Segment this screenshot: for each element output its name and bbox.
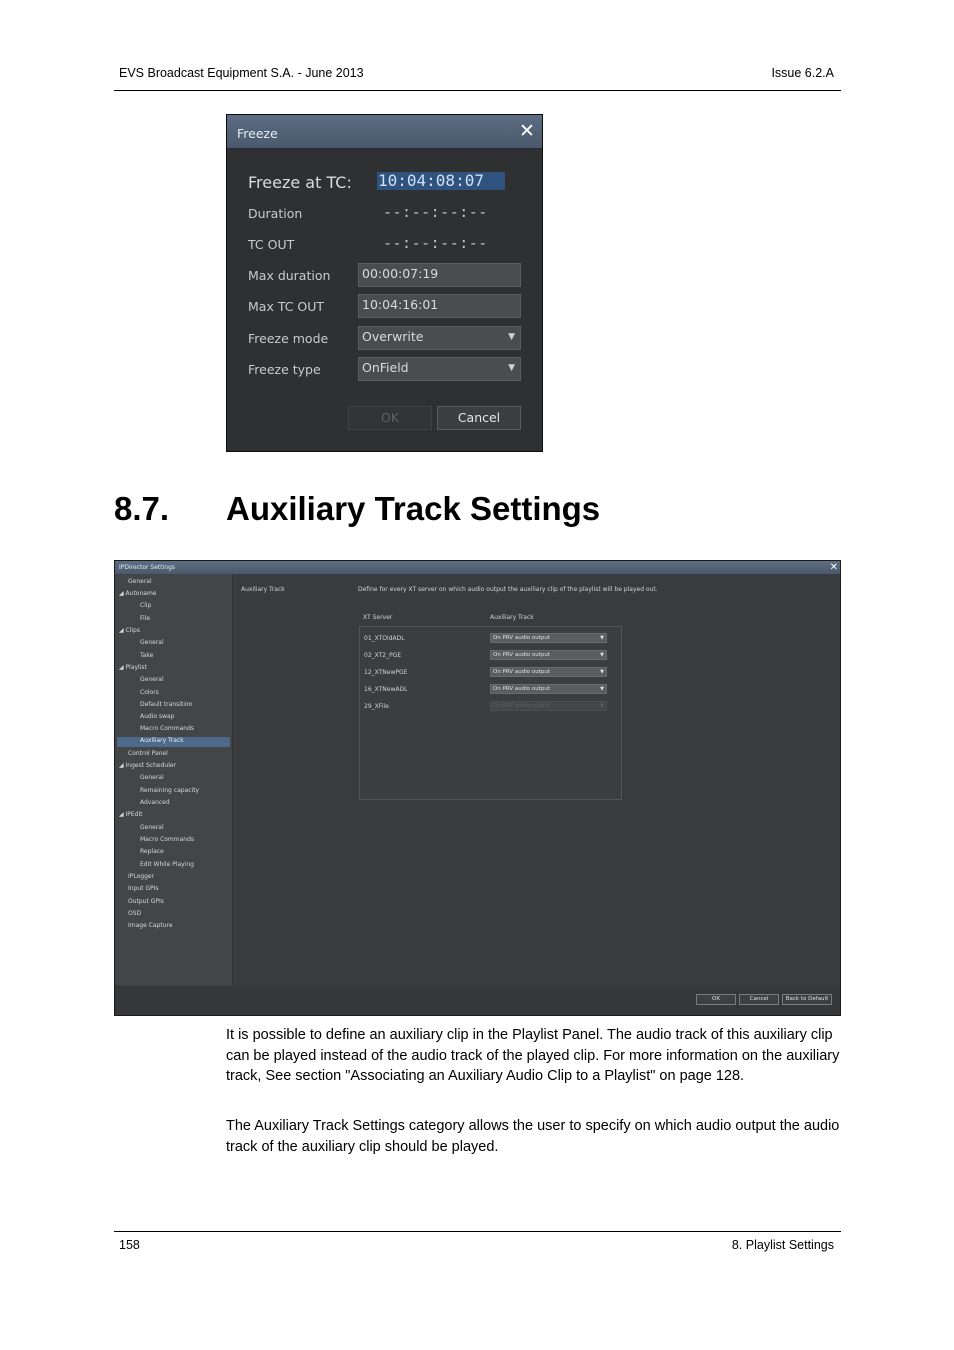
settings-window-title: IPDirector Settings (119, 564, 176, 571)
max-tc-out-field (358, 294, 521, 318)
section-title: Auxiliary Track Settings (226, 490, 601, 527)
tree-item[interactable]: General (140, 824, 164, 831)
cancel-button[interactable]: Cancel (437, 406, 521, 430)
auxiliary-track-select-disabled: On PRV audio output ▼ (490, 701, 607, 711)
settings-window-titlebar (115, 561, 840, 574)
page-footer (119, 1238, 834, 1252)
duration-label: Duration (248, 206, 303, 221)
section-number: 8.7. (114, 490, 170, 527)
back-to-default-button[interactable]: Back to Default (782, 994, 832, 1005)
header-divider (114, 90, 841, 91)
expand-icon: ◢ (119, 811, 126, 818)
freeze-mode-label: Freeze mode (248, 331, 329, 346)
auxiliary-track-select[interactable]: On PRV audio output ▼ (490, 650, 607, 660)
tree-item[interactable]: Edit While Playing (140, 861, 194, 868)
close-icon[interactable]: ✕ (519, 120, 535, 142)
tc-out-label: TC OUT (248, 237, 295, 252)
server-name: 29_XFile (364, 703, 389, 710)
freeze-at-tc-input[interactable]: 10:04:08:07 (377, 172, 505, 190)
tc-out-value: --:--:--:-- (383, 234, 488, 252)
auxiliary-track-select[interactable]: On PRV audio output ▼ (490, 633, 607, 643)
settings-window (114, 560, 841, 1016)
tree-item[interactable]: ◢ Clips (119, 627, 140, 634)
duration-value: --:--:--:-- (383, 203, 488, 221)
auxiliary-track-select[interactable]: On PRV audio output ▼ (490, 684, 607, 694)
tree-item[interactable]: ◢ Autoname (119, 590, 157, 597)
tree-item[interactable]: Macro Commands (140, 725, 195, 732)
tree-item[interactable]: Clip (140, 602, 152, 609)
column-header-track: Auxiliary Track (490, 614, 534, 621)
expand-icon: ◢ (119, 590, 126, 597)
freeze-type-select[interactable] (358, 357, 521, 381)
tree-item-auxiliary-track[interactable]: Auxiliary Track (117, 737, 230, 747)
max-duration-value: 00:00:07:19 (362, 266, 439, 281)
server-name: 12_XTNewPGE (364, 669, 408, 676)
settings-panel (234, 574, 840, 985)
tree-item[interactable]: Control Panel (128, 750, 168, 757)
settings-tree (115, 574, 233, 985)
freeze-type-label: Freeze type (248, 362, 321, 377)
tree-item[interactable]: General (140, 774, 164, 781)
column-header-server: XT Server (363, 614, 393, 621)
tree-item[interactable]: Remaining capacity (140, 787, 200, 794)
cancel-button[interactable]: Cancel (739, 994, 779, 1005)
tree-item[interactable]: Audio swap (140, 713, 175, 720)
tree-item[interactable]: Macro Commands (140, 836, 195, 843)
freeze-mode-value: Overwrite (362, 329, 424, 344)
freeze-dialog-titlebar (227, 115, 542, 149)
freeze-dialog-title: Freeze (237, 126, 278, 141)
chevron-down-icon: ▼ (508, 363, 515, 373)
tree-item[interactable]: ◢ Ingest Scheduler (119, 762, 177, 769)
chevron-down-icon: ▼ (600, 652, 604, 658)
tree-item[interactable]: File (140, 615, 151, 622)
freeze-dialog (226, 114, 543, 452)
tree-item[interactable]: Image Capture (128, 922, 173, 929)
max-duration-label: Max duration (248, 268, 331, 283)
chevron-down-icon: ▼ (600, 686, 604, 692)
chevron-down-icon: ▼ (600, 703, 604, 709)
chevron-down-icon: ▼ (600, 669, 604, 675)
header-issue: Issue 6.2.A (771, 66, 834, 80)
page-header (119, 66, 834, 80)
tree-item[interactable]: Take (140, 652, 154, 659)
page-number: 158 (119, 1238, 140, 1252)
tree-item[interactable]: General (128, 578, 152, 585)
expand-icon: ◢ (119, 627, 126, 634)
tree-item[interactable]: OSD (128, 910, 142, 917)
auxiliary-track-select[interactable]: On PRV audio output ▼ (490, 667, 607, 677)
server-name: 16_XTNewADL (364, 686, 408, 693)
tree-item[interactable]: Input GPIs (128, 885, 159, 892)
tree-item[interactable]: General (140, 639, 164, 646)
header-left: EVS Broadcast Equipment S.A. - June 2013 (119, 66, 364, 80)
close-icon[interactable]: ✕ (829, 562, 838, 573)
freeze-at-tc-label: Freeze at TC: (248, 173, 352, 192)
tree-item[interactable]: Default transition (140, 701, 193, 708)
tree-item[interactable]: Output GPIs (128, 898, 164, 905)
category-title: Auxiliary Track (241, 586, 285, 593)
max-tc-out-label: Max TC OUT (248, 299, 325, 314)
tree-item[interactable]: Replace (140, 848, 164, 855)
tree-item[interactable]: ◢ IPEdit (119, 811, 143, 818)
freeze-mode-select[interactable] (358, 326, 521, 350)
ok-button[interactable]: OK (696, 994, 736, 1005)
body-paragraph: It is possible to define an auxiliary clip in the Playlist Panel. The audio track of this auxiliary clip can be played instead of the audio track of the played clip. For more information on the auxiliary track, See section "Associating an Auxiliary Audio Clip to a Playlist" on page 128. (226, 1027, 840, 1085)
chevron-down-icon: ▼ (600, 635, 604, 641)
tree-item[interactable]: IPLogger (128, 873, 155, 880)
category-description: Define for every XT server on which audio output the auxiliary clip of the playlist will be played out. (358, 586, 658, 593)
chapter-name: 8. Playlist Settings (731, 1238, 834, 1252)
expand-icon: ◢ (119, 664, 126, 671)
server-name: 02_XT2_PGE (364, 652, 402, 659)
body-paragraph: The Auxiliary Track Settings category allows the user to specify on which audio output the audio track of the auxiliary clip should be played. (226, 1118, 840, 1155)
tree-item[interactable]: ◢ Playlist (119, 664, 147, 671)
server-name: 01_XTOldADL (364, 635, 405, 642)
ok-button[interactable]: OK (348, 406, 432, 430)
max-tc-out-value: 10:04:16:01 (362, 297, 439, 312)
footer-divider (114, 1231, 841, 1232)
max-duration-field (358, 263, 521, 287)
expand-icon: ◢ (119, 762, 126, 769)
tree-item[interactable]: General (140, 676, 164, 683)
freeze-type-value: OnField (362, 360, 409, 375)
tree-item[interactable]: Advanced (140, 799, 170, 806)
tree-item[interactable]: Colors (140, 689, 159, 696)
chevron-down-icon: ▼ (508, 332, 515, 342)
